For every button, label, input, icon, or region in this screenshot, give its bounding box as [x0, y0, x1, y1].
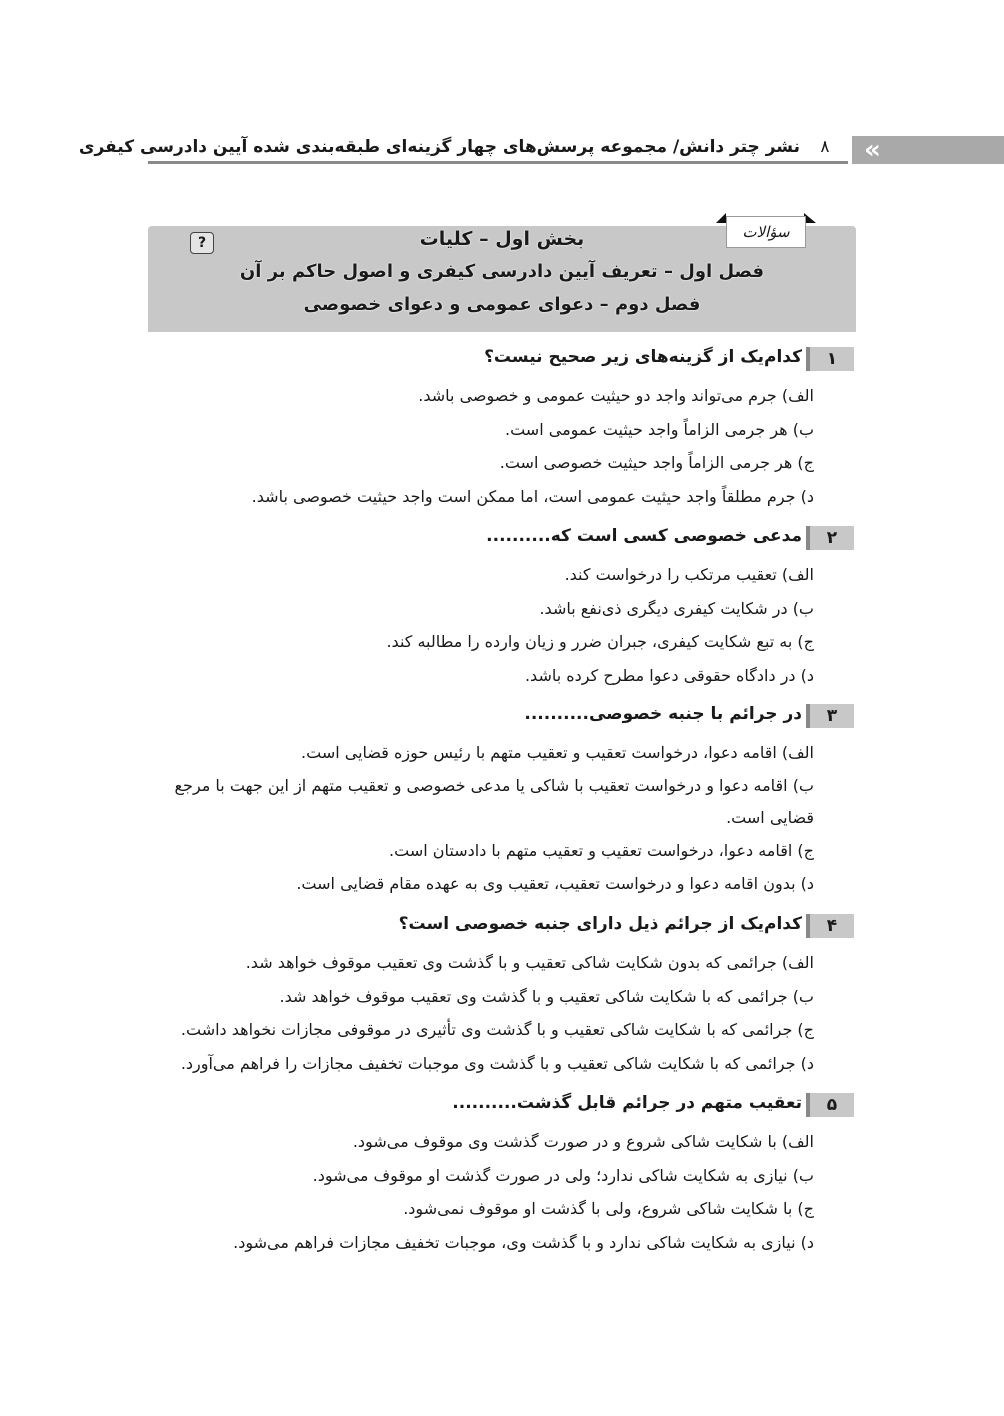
option-d: د) در دادگاه حقوقی دعوا مطرح کرده باشد. — [524, 665, 814, 685]
question-number: ۵ — [810, 1093, 854, 1117]
question-1 — [148, 345, 854, 513]
question-header — [148, 345, 854, 375]
option-a: الف) اقامه دعوا، درخواست تعقیب و تعقیب متهم با رئیس حوزه قضایی است. — [301, 743, 814, 762]
question-text: مدعی خصوصی کسی است که.......... — [486, 526, 802, 546]
header-rule — [148, 161, 848, 164]
question-header — [148, 524, 854, 554]
option-b: ب) در شکایت کیفری دیگری ذی‌نفع باشد. — [539, 598, 814, 618]
question-text: در جرائم با جنبه خصوصی.......... — [524, 704, 802, 724]
option-c: ج) به تبع شکایت کیفری، جبران ضرر و زیان وارده را مطالبه کند. — [386, 632, 814, 651]
option-b: ب) نیازی به شکایت شاکی ندارد؛ ولی در صورت گذشت او موقوف می‌شود. — [312, 1165, 814, 1185]
question-number: ۳ — [810, 704, 854, 728]
options-list — [148, 946, 814, 1080]
option-c: ج) هر جرمی الزاماً واجد حیثیت خصوصی است. — [499, 453, 814, 472]
question-header — [148, 912, 854, 942]
option-a: الف) جرم می‌تواند واجد دو حیثیت عمومی و خصوصی باشد. — [418, 386, 814, 405]
question-number: ۱ — [810, 347, 854, 371]
option-a: الف) جرائمی که بدون شکایت شاکی تعقیب و با گذشت وی تعقیب موقوف خواهد شد. — [245, 953, 814, 972]
page-number: ۸ — [820, 137, 830, 157]
question-mark-icon: ? — [190, 232, 214, 254]
question-text: تعقیب متهم در جرائم قابل گذشت.......... — [452, 1093, 802, 1113]
question-5 — [148, 1091, 854, 1259]
option-d: د) جرم مطلقاً واجد حیثیت عمومی است، اما ممکن است واجد حیثیت خصوصی باشد. — [251, 486, 814, 506]
option-d: د) جرائمی که با شکایت شاکی تعقیب و با گذشت وی موجبات تخفیف مجازات را فراهم می‌آورد. — [180, 1053, 814, 1073]
option-c: ج) با شکایت شاکی شروع، ولی با گذشت او موقوف نمی‌شود. — [403, 1199, 814, 1218]
question-number: ۴ — [810, 914, 854, 938]
double-chevron-left-icon: « — [864, 135, 881, 165]
options-list — [148, 379, 814, 513]
question-header — [148, 1091, 854, 1121]
option-d: د) بدون اقامه دعوا و درخواست تعقیب، تعقیب وی به عهده مقام قضایی است. — [296, 874, 814, 893]
option-b: ب) جرائمی که با شکایت شاکی تعقیب و با گذشت وی تعقیب موقوف خواهد شد. — [279, 986, 814, 1006]
question-4 — [148, 912, 854, 1080]
chapter-title-2: فصل دوم – دعوای عمومی و دعوای خصوصی — [303, 294, 701, 315]
question-number: ۲ — [810, 526, 854, 550]
question-3 — [148, 702, 854, 901]
chapter-title-1: فصل اول – تعریف آیین دادرسی کیفری و اصول حاکم بر آن — [239, 261, 765, 282]
questions-badge: سؤالات — [726, 216, 806, 248]
option-b: ب) هر جرمی الزاماً واجد حیثیت عمومی است. — [505, 419, 814, 439]
badge-corner-left — [716, 213, 726, 223]
option-c: ج) اقامه دعوا، درخواست تعقیب و تعقیب متهم با دادستان است. — [389, 840, 814, 860]
question-header — [148, 702, 854, 732]
option-a: الف) تعقیب مرتکب را درخواست کند. — [564, 565, 814, 584]
section-title: بخش اول – کلیات — [419, 228, 585, 250]
options-list — [148, 558, 814, 692]
option-a: الف) با شکایت شاکی شروع و در صورت گذشت وی موقوف می‌شود. — [352, 1132, 814, 1151]
option-b: ب) اقامه دعوا و درخواست تعقیب با شاکی یا مدعی خصوصی و تعقیب متهم از این جهت با مرجع قضایی است. — [174, 775, 814, 827]
option-c: ج) جرائمی که با شکایت شاکی تعقیب و با گذشت وی تأثیری در موقوفی مجازات نخواهد داشت. — [180, 1020, 814, 1039]
question-2 — [148, 524, 854, 692]
option-d: د) نیازی به شکایت شاکی ندارد و با گذشت وی، موجبات تخفیف مجازات فراهم می‌شود. — [233, 1232, 814, 1252]
options-list — [148, 1125, 814, 1259]
running-header-title: نشر چتر دانش/ مجموعه پرسش‌های چهار گزینه‌ای طبقه‌بندی شده آیین دادرسی کیفری — [78, 137, 800, 157]
question-text: کدام‌یک از جرائم ذیل دارای جنبه خصوصی است؟ — [398, 914, 802, 934]
question-text: کدام‌یک از گزینه‌های زیر صحیح نیست؟ — [484, 347, 802, 367]
options-list — [148, 736, 814, 901]
